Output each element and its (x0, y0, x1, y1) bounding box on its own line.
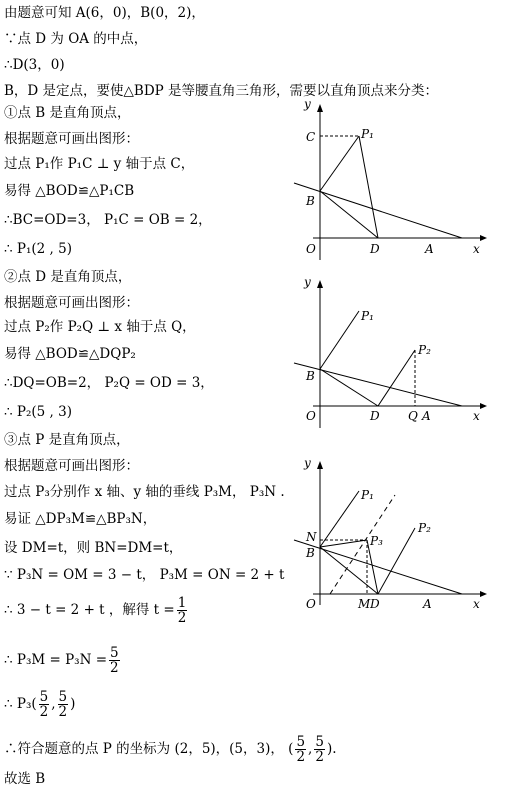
x-axis-arrow-icon (480, 403, 487, 409)
text-line-1: 由题意可知 A(6，0)，B(0，2)， (4, 5, 205, 21)
label-p1: P₁ (361, 127, 374, 141)
text-line-10: ∴ P₁(2 , 5) (4, 241, 72, 257)
label-d: D (370, 242, 380, 256)
text-line-6: 根据题意可画出图形： (4, 131, 139, 147)
equation-p3m: ∴ P₃M = P₃N = (4, 652, 108, 668)
fraction-five-half: $\frac{5}{2}$ (315, 734, 324, 765)
segment-bp3 (320, 540, 367, 547)
figure-case-p-right-angle (290, 455, 490, 610)
fraction-one-half: $\frac{1}{2}$ (177, 595, 187, 626)
text-line-24 (4, 646, 122, 675)
text-line-15: ∴DQ=OB=2， P₂Q = OD = 3， (4, 375, 214, 391)
label-d: D (370, 409, 380, 423)
segment-bp1 (320, 311, 359, 369)
fraction-five-half: $\frac{5}{2}$ (110, 645, 119, 676)
figure-case-b-right-angle (290, 98, 490, 268)
label-p3: P₃ (370, 534, 383, 548)
label-b: B (306, 194, 315, 208)
text-line-8: 易得 △BOD≌△P₁CB (4, 183, 135, 199)
x-axis-arrow-icon (480, 235, 487, 241)
y-axis-arrow-icon (317, 461, 323, 469)
label-p1: P₁ (361, 488, 374, 502)
text-line-13: 过点 P₂作 P₂Q ⊥ x 轴于点 Q， (4, 319, 196, 335)
text-line-9: ∴BC=OD=3， P₁C = OB = 2， (4, 212, 212, 228)
text-line-12: 根据题意可画出图形： (4, 295, 139, 311)
equation-solve-t: ∴ 3 − t = 2 + t ，解得 t = (4, 602, 175, 618)
line-ba (294, 540, 462, 594)
y-axis-arrow-icon (317, 280, 323, 288)
text-line-5: ①点 B 是直角顶点， (4, 105, 131, 121)
segment-bd (320, 191, 378, 238)
text-line-17: ③点 P 是直角顶点， (4, 432, 130, 448)
line-ba (294, 183, 462, 238)
label-o: O (306, 242, 316, 256)
label-x: x (473, 597, 480, 610)
segment-dp2 (378, 528, 415, 594)
label-p2: P₂ (418, 521, 431, 535)
label-x: x (473, 242, 480, 256)
text-line-11: ②点 D 是直角顶点， (4, 269, 132, 285)
line-ba (294, 363, 462, 406)
label-n: N (306, 530, 317, 544)
segment-bd (320, 547, 378, 594)
segment-bp1 (320, 491, 359, 547)
label-o: O (306, 597, 316, 610)
label-c: C (306, 130, 316, 144)
y-axis-arrow-icon (317, 104, 323, 112)
label-y: y (304, 275, 311, 289)
text-line-7: 过点 P₁作 P₁C ⊥ y 轴于点 C， (4, 156, 195, 172)
text-line-27: 故选 B (4, 771, 46, 787)
label-a: A (422, 409, 431, 423)
label-x: x (473, 409, 480, 423)
label-y: y (304, 456, 311, 470)
label-m: M (358, 597, 371, 610)
label-p1: P₁ (361, 309, 374, 323)
segment-p1d (359, 136, 378, 238)
figure-case-d-right-angle (290, 268, 490, 438)
x-axis-arrow-icon (480, 591, 487, 597)
fraction-five-half: $\frac{5}{2}$ (58, 689, 68, 720)
text-line-21: 设 DM=t，则 BN=DM=t， (4, 540, 183, 556)
label-y: y (304, 98, 311, 111)
label-o: O (306, 409, 316, 423)
label-b: B (306, 369, 315, 383)
text-line-25: ∴ P₃( $\frac{5}{2}$ , $\frac{5}{2}$ ) (4, 689, 76, 720)
text-line-14: 易得 △BOD≌△DQP₂ (4, 346, 136, 362)
segment-bd (320, 369, 378, 406)
text-line-22: ∵ P₃N = OM = 3 − t， P₃M = ON = 2 + t (4, 567, 285, 583)
text-line-2: ∵点 D 为 OA 的中点， (4, 31, 148, 47)
text-line-23 (4, 596, 189, 625)
text-line-26: ∴符合题意的点 P 的坐标为 (2，5)，(5，3)， ( $\frac{5}{2}$ , $\frac{5}{2}$ ). (4, 734, 337, 765)
label-a: A (425, 242, 434, 256)
text-line-4: B，D 是定点，要使△BDP 是等腰直角三角形，需要以直角顶点来分类： (4, 83, 439, 99)
label-a: A (423, 597, 432, 610)
text-line-20: 易证 △DP₃M≌△BP₃N， (4, 511, 157, 527)
segment-dp2 (378, 350, 415, 406)
text-line-16: ∴ P₂(5 , 3) (4, 404, 72, 420)
label-p2: P₂ (418, 343, 431, 357)
fraction-five-half: $\frac{5}{2}$ (39, 689, 49, 720)
label-q: Q (408, 409, 418, 423)
label-d: D (370, 597, 380, 610)
text-line-3: ∴D(3，0) (4, 57, 65, 73)
text-line-18: 根据题意可画出图形： (4, 458, 139, 474)
fraction-five-half: $\frac{5}{2}$ (296, 734, 306, 765)
segment-bp1 (320, 136, 359, 191)
text-line-19: 过点 P₃分别作 x 轴、y 轴的垂线 P₃M， P₃N . (4, 484, 285, 500)
label-b: B (306, 546, 315, 560)
